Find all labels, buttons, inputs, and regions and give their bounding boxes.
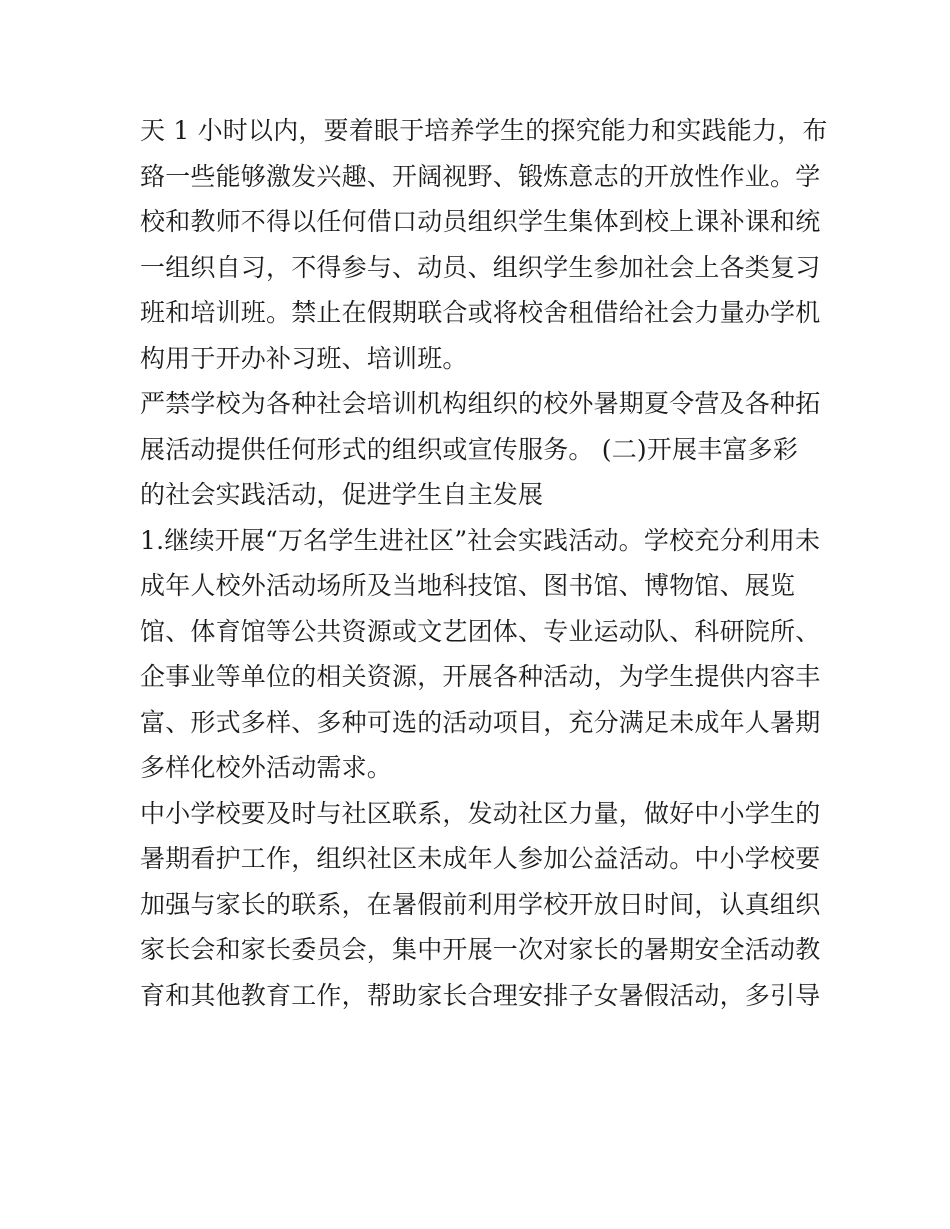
text-line: 展活动提供任何形式的组织或宣传服务。 (二)开展丰富多彩	[140, 434, 799, 464]
text-line: 多样化校外活动需求。	[140, 753, 393, 782]
document-body	[140, 108, 828, 1018]
text-line: 育和其他教育工作，帮助家长合理安排子女暑假活动，多引导	[140, 980, 821, 1010]
text-line: 班和培训班。禁止在假期联合或将校舍租借给社会力量办学机	[140, 298, 821, 327]
text-line: 的社会实践活动，促进学生自主发展	[140, 480, 544, 509]
text-line: 富、形式多样、多种可选的活动项目，充分满足未成年人暑期	[140, 707, 821, 737]
text-line: 1.继续开展“万名学生进社区”社会实践活动。学校充分利用未	[140, 525, 821, 555]
text-line: 企事业等单位的相关资源，开展各种活动，为学生提供内容丰	[140, 662, 821, 691]
text-line: 馆、体育馆等公共资源或文艺团体、专业运动队、科研院所、	[140, 616, 821, 646]
text-line: 臵一些能够激发兴趣、开阔视野、锻炼意志的开放性作业。学	[140, 161, 821, 191]
text-line: 天 1 小时以内，要着眼于培养学生的探究能力和实践能力，布	[140, 116, 828, 145]
text-line: 构用于开办补习班、培训班。	[140, 343, 468, 373]
text-line: 一组织自习，不得参与、动员、组织学生参加社会上各类复习	[140, 252, 821, 282]
text-line: 暑期看护工作，组织社区未成年人参加公益活动。中小学校要	[140, 844, 821, 873]
text-line: 中小学校要及时与社区联系，发动社区力量，做好中小学生的	[140, 798, 821, 828]
text-line: 加强与家长的联系，在暑假前利用学校开放日时间，认真组织	[140, 889, 821, 919]
text-line: 校和教师不得以任何借口动员组织学生集体到校上课补课和统	[140, 207, 821, 236]
text-line: 家长会和家长委员会，集中开展一次对家长的暑期安全活动教	[140, 935, 821, 964]
text-line: 严禁学校为各种社会培训机构组织的校外暑期夏令营及各种拓	[140, 389, 821, 418]
text-line: 成年人校外活动场所及当地科技馆、图书馆、博物馆、展览	[140, 571, 796, 600]
